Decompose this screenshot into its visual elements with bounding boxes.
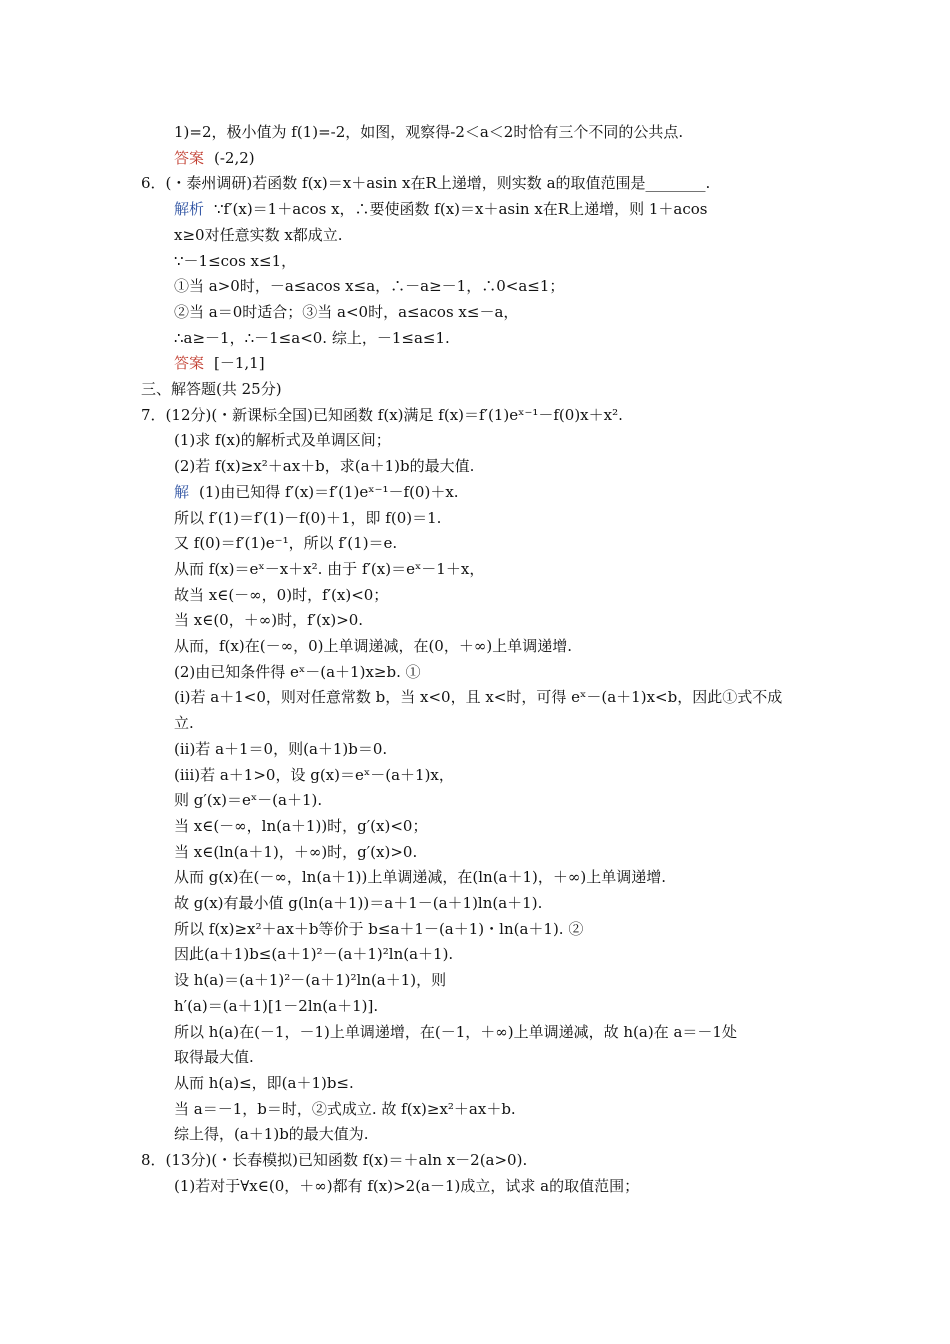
text-line xyxy=(174,147,255,169)
line-text: 从而，f(x)在(－∞，0)上单调递减，在(0，＋∞)上单调递增. xyxy=(174,637,572,655)
text-line xyxy=(174,1098,516,1120)
line-text: ∵－1≤cos x≤1， xyxy=(174,252,297,270)
text-line xyxy=(174,250,296,272)
line-text: 1)=2，极小值为 f(1)=-2，如图，观察得-2＜a＜2时恰有三个不同的公共点. xyxy=(174,123,684,141)
text-line xyxy=(174,121,683,143)
line-text: (iii)若 a＋1>0，设 g(x)＝eˣ－(a＋1)x， xyxy=(174,766,454,784)
line-text: 8．(13分)(・长春模拟)已知函数 f(x)＝＋aln x－2(a>0). xyxy=(141,1151,528,1169)
text-line xyxy=(174,866,666,888)
text-line xyxy=(174,1123,369,1145)
line-text: (2)由已知条件得 eˣ－(a＋1)x≥b. ① xyxy=(174,663,421,681)
line-text: 三、解答题(共 25分) xyxy=(141,380,282,398)
text-line xyxy=(174,943,453,965)
text-line xyxy=(174,1046,254,1068)
line-text: 所以 f(x)≥x²＋ax＋b等价于 b≤a＋1－(a＋1)・ln(a＋1). ② xyxy=(174,920,584,938)
line-text: h′(a)＝(a＋1)[1－2ln(a＋1)]. xyxy=(174,997,379,1015)
line-text: (-2,2) xyxy=(214,149,255,167)
text-line xyxy=(174,969,446,991)
line-text: 故当 x∈(－∞，0)时，f′(x)<0； xyxy=(174,586,389,604)
line-text: 综上得，(a＋1)b的最大值为. xyxy=(174,1125,369,1143)
line-text: 当 a＝－1，b＝时，②式成立. 故 f(x)≥x²＋ax＋b. xyxy=(174,1100,516,1118)
text-line xyxy=(174,789,322,811)
line-text: x≥0对任意实数 x都成立. xyxy=(174,226,343,244)
text-line xyxy=(174,892,542,914)
text-line xyxy=(174,918,583,940)
line-text: 故 g(x)有最小值 g(ln(a＋1))＝a＋1－(a＋1)ln(a＋1). xyxy=(174,894,543,912)
text-line xyxy=(174,507,441,529)
line-text: 7．(12分)(・新课标全国)已知函数 f(x)满足 f(x)＝f′(1)eˣ⁻¹－f(0)x＋x². xyxy=(141,406,623,424)
text-line xyxy=(174,764,454,786)
text-line xyxy=(174,301,518,323)
line-text: (ii)若 a＋1＝0，则(a＋1)b＝0. xyxy=(174,740,388,758)
line-text: 当 x∈(ln(a＋1)，＋∞)时，g′(x)>0. xyxy=(174,843,418,861)
text-line xyxy=(174,738,387,760)
line-text: 6．(・泰州调研)若函数 f(x)＝x＋asin x在R上递增，则实数 a的取值范围是________. xyxy=(141,174,711,192)
text-line xyxy=(174,1021,737,1043)
text-line xyxy=(174,275,564,297)
text-line xyxy=(174,995,378,1017)
text-line xyxy=(174,1175,639,1197)
text-line xyxy=(141,378,282,400)
answer-label: 解析 xyxy=(174,200,205,218)
line-text: ①当 a>0时，－a≤acos x≤a，∴－a≥－1，∴0<a≤1； xyxy=(174,277,565,295)
text-line xyxy=(174,352,265,374)
text-line xyxy=(141,404,623,426)
line-text: 又 f(0)＝f′(1)e⁻¹，所以 f′(1)＝e. xyxy=(174,534,398,552)
text-line xyxy=(174,455,474,477)
line-text: (1)求 f(x)的解析式及单调区间； xyxy=(174,431,391,449)
line-text: 从而 g(x)在(－∞，ln(a＋1))上单调递减，在(ln(a＋1)，＋∞)上单调递增. xyxy=(174,868,666,886)
line-text: 设 h(a)＝(a＋1)²－(a＋1)²ln(a＋1)，则 xyxy=(174,971,447,989)
text-line xyxy=(174,558,484,580)
line-text: 所以 f′(1)＝f′(1)－f(0)＋1，即 f(0)＝1. xyxy=(174,509,442,527)
line-text: 则 g′(x)＝eˣ－(a＋1). xyxy=(174,791,323,809)
text-line xyxy=(141,172,710,194)
text-line xyxy=(174,841,417,863)
line-text: (2)若 f(x)≥x²＋ax＋b，求(a＋1)b的最大值. xyxy=(174,457,475,475)
text-line xyxy=(174,686,782,708)
text-line xyxy=(174,712,194,734)
text-line xyxy=(174,532,397,554)
line-text: ∴a≥－1，∴－1≤a<0. 综上，－1≤a≤1. xyxy=(174,329,450,347)
answer-label: 答案 xyxy=(174,354,205,372)
line-text: 所以 h(a)在(－1，－1)上单调递增，在(－1，＋∞)上单调递减，故 h(a)在 a＝－1处 xyxy=(174,1023,737,1041)
text-line xyxy=(174,1072,354,1094)
text-line xyxy=(174,429,391,451)
answer-label: 答案 xyxy=(174,149,205,167)
text-line xyxy=(174,584,388,606)
text-line xyxy=(174,635,572,657)
text-line xyxy=(174,198,707,220)
text-line xyxy=(174,481,459,503)
line-text: ②当 a＝0时适合；③当 a<0时，a≤acos x≤－a， xyxy=(174,303,519,321)
line-text: 从而 h(a)≤，即(a＋1)b≤. xyxy=(174,1074,354,1092)
line-text: ∵f′(x)＝1＋acos x，∴要使函数 f(x)＝x＋asin x在R上递增，则 1＋acos xyxy=(214,200,708,218)
line-text: (i)若 a＋1<0，则对任意常数 b，当 x<0，且 x<时，可得 eˣ－(a＋1)x<b，因此①式不成 xyxy=(174,688,783,706)
line-text: 从而 f(x)＝eˣ－x＋x². 由于 f′(x)＝eˣ－1＋x， xyxy=(174,560,485,578)
text-line xyxy=(174,661,421,683)
text-line xyxy=(141,1149,527,1171)
text-line xyxy=(174,224,343,246)
text-line xyxy=(174,327,450,349)
line-text: 立. xyxy=(174,714,194,732)
text-line xyxy=(174,815,427,837)
line-text: 当 x∈(0，＋∞)时，f′(x)>0. xyxy=(174,611,364,629)
answer-label: 解 xyxy=(174,483,190,501)
line-text: (1)由已知得 f′(x)＝f′(1)eˣ⁻¹－f(0)＋x. xyxy=(199,483,459,501)
line-text: 当 x∈(－∞，ln(a＋1))时，g′(x)<0； xyxy=(174,817,428,835)
text-line xyxy=(174,609,363,631)
line-text: 取得最大值. xyxy=(174,1048,254,1066)
line-text: 因此(a＋1)b≤(a＋1)²－(a＋1)²ln(a＋1). xyxy=(174,945,454,963)
line-text: (1)若对于∀x∈(0，＋∞)都有 f(x)>2(a－1)成立，试求 a的取值范围； xyxy=(174,1177,640,1195)
line-text: [－1,1] xyxy=(214,354,265,372)
